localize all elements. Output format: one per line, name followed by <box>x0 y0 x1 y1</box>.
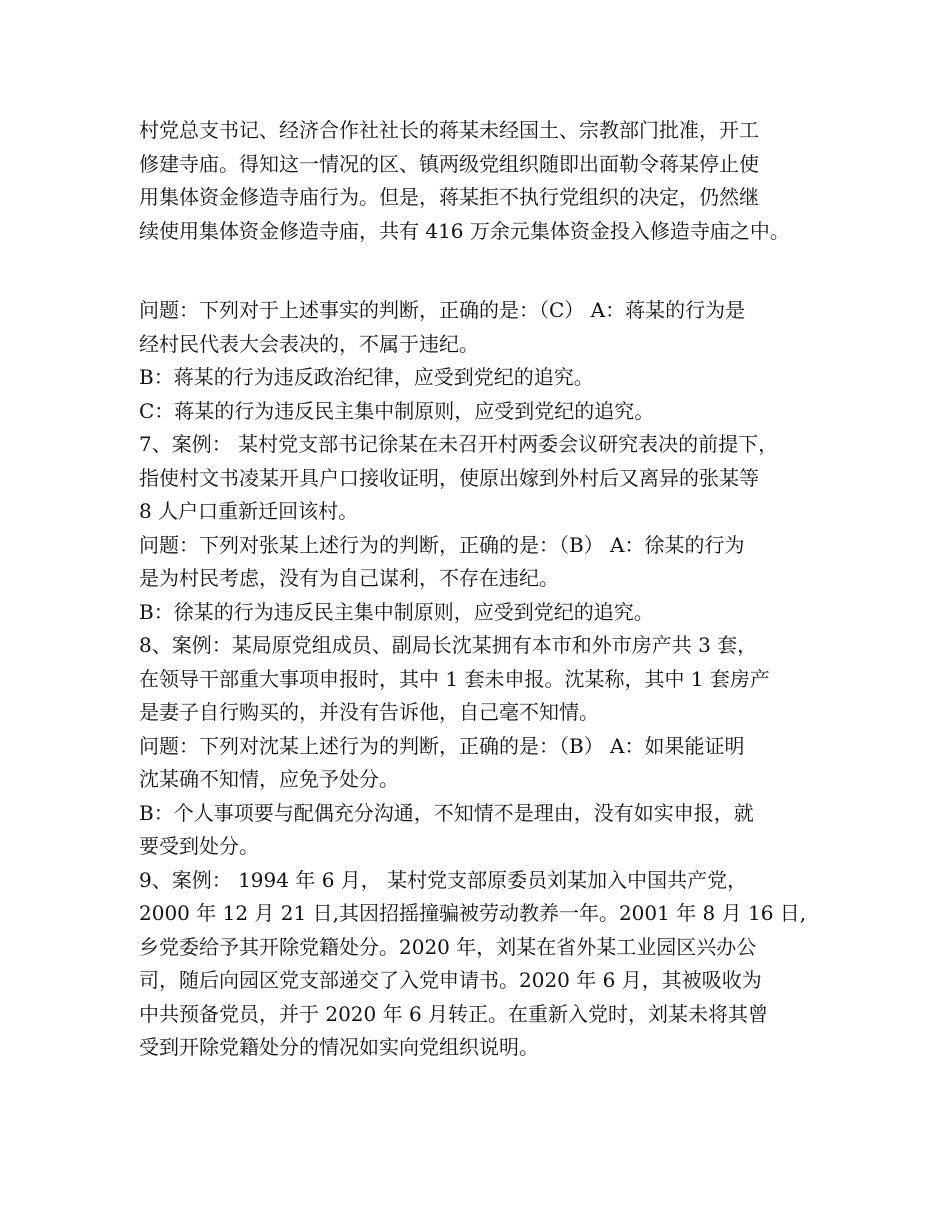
text-line: B：蒋某的行为违反政治纪律，应受到党纪的追究。 <box>139 365 594 389</box>
text-line: 在领导干部重大事项申报时，其中 1 套未申报。沈某称，其中 1 套房产 <box>139 666 770 691</box>
text-line: B：个人事项要与配偶充分沟通，不知情不是理由，没有如实申报，就 <box>139 800 754 825</box>
text-line: 要受到处分。 <box>139 834 259 858</box>
text-line: 8 人户口重新迁回该村。 <box>139 499 359 523</box>
text-line: 问题：下列对于上述事实的判断，正确的是：（C） A：蒋某的行为是 <box>139 298 746 322</box>
text-line: 是为村民考虑，没有为自己谋利，不存在违纪。 <box>139 566 559 590</box>
text-line: 司，随后向园区党支部递交了入党申请书。2020 年 6 月，其被吸收为 <box>139 968 762 992</box>
text-line: 用集体资金修造寺庙行为。但是，蒋某拒不执行党组织的决定，仍然继 <box>139 185 759 209</box>
text-line: 修建寺庙。得知这一情况的区、镇两级党组织随即出面勒令蒋某停止使 <box>139 151 759 176</box>
text-line: 乡党委给予其开除党籍处分。2020 年，刘某在省外某工业园区兴办公 <box>139 934 757 959</box>
text-line: 续使用集体资金修造寺庙，共有 416 万余元集体资金投入修造寺庙之中。 <box>139 218 790 243</box>
text-line: 中共预备党员，并于 2020 年 6 月转正。在重新入党时，刘某未将其曾 <box>139 1001 769 1026</box>
text-line: 是妻子自行购买的，并没有告诉他，自己毫不知情。 <box>139 700 599 724</box>
text-line: 8、案例：某局原党组成员、副局长沈某拥有本市和外市房产共 3 套， <box>139 633 758 657</box>
text-line: 沈某确不知情，应免予处分。 <box>139 767 399 791</box>
text-line: 指使村文书凌某开具户口接收证明，使原出嫁到外村后又离异的张某等 <box>139 465 759 490</box>
text-line: 经村民代表大会表决的，不属于违纪。 <box>139 331 479 356</box>
text-line: 受到开除党籍处分的情况如实向党组织说明。 <box>139 1035 539 1059</box>
text-line: 2000 年 12 月 21 日,其因招摇撞骗被劳动教养一年。2001 年 8 月 16 日, <box>139 901 807 925</box>
text-line: C：蒋某的行为违反民主集中制原则，应受到党纪的追究。 <box>139 398 655 423</box>
text-line: B：徐某的行为违反民主集中制原则，应受到党纪的追究。 <box>139 599 654 624</box>
text-line: 问题：下列对沈某上述行为的判断，正确的是：（B） A：如果能证明 <box>139 733 745 758</box>
text-line: 7、案例： 某村党支部书记徐某在未召开村两委会议研究表决的前提下， <box>139 432 779 456</box>
text-line: 问题：下列对张某上述行为的判断，正确的是：（B） A：徐某的行为 <box>139 532 745 557</box>
paragraph-case-jiang <box>139 114 839 248</box>
text-line: 9、案例： 1994 年 6 月， 某村党支部原委员刘某加入中国共产党， <box>139 867 748 892</box>
text-line: 村党总支书记、经济合作社社长的蒋某未经国土、宗教部门批准，开工 <box>139 118 759 142</box>
paragraph-questions-and-cases <box>139 294 839 1065</box>
